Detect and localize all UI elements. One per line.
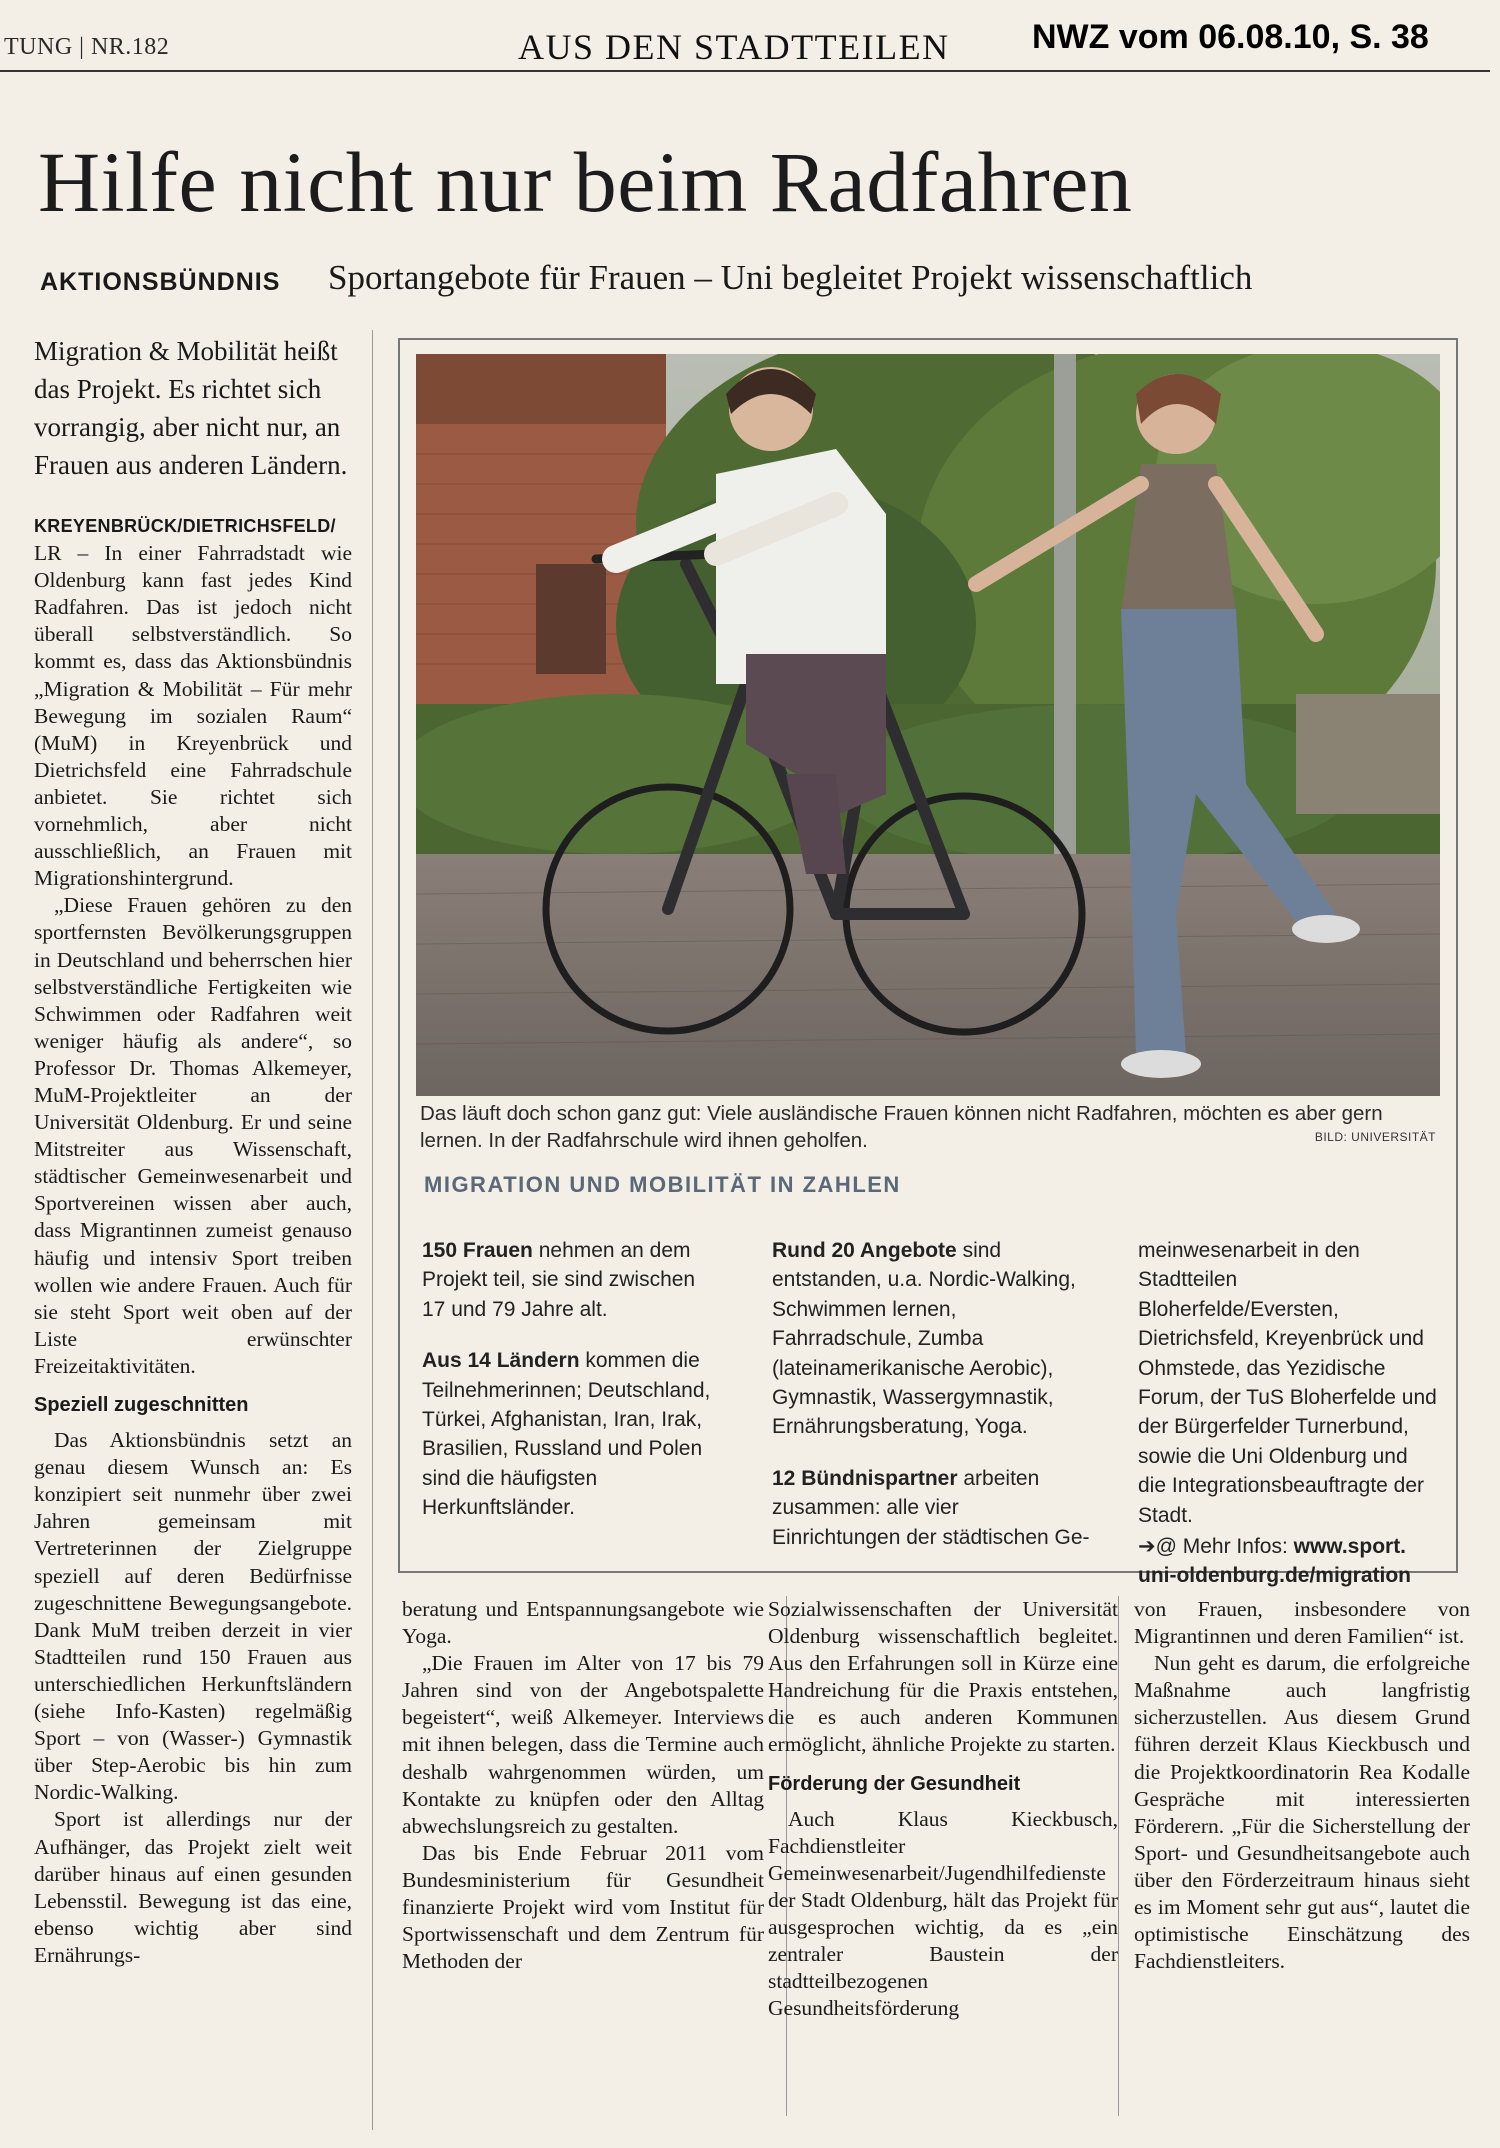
- paragraph: [34, 512, 352, 892]
- fact-lead: 150 Frauen: [422, 1239, 533, 1262]
- page-header: [0, 0, 1500, 70]
- paragraph: beratung und Entspannungsangebote wie Yoga.: [402, 1597, 764, 1649]
- photo-credit: BILD: UNIVERSITÄT: [1314, 1130, 1436, 1144]
- intertitle: Förderung der Gesundheit: [768, 1772, 1021, 1795]
- paragraph: „Diese Frauen gehören zu den sportfernsten Bevölkerungsgruppen in Deutschland und beherrschen hier selbstverständliche Fertigkeiten wie Schwimmen oder Radfahren weit weniger häufig als andere“, so Professor Dr. Thomas Alkemeyer, MuM-Projektleiter an der Universität Oldenburg. Er und seine Mitstreiter aus Wissenschaft, städtischer Gemeinwesenarbeit und Sportvereinen wissen aber auch, dass Migrantinnen zumeist genauso häufig und intensiv Sport treiben wollen wie andere Frauen. Auch für sie steht Sport weit oben auf der Liste erwünschter Freizeitaktivitäten.: [34, 893, 352, 1378]
- photo-info-box: [398, 338, 1458, 1588]
- paragraph: Das bis Ende Februar 2011 vom Bundesministerium für Gesundheit finanzierte Projekt wird vom Institut für Sportwissenschaft und dem Zentrum für Methoden der: [402, 1840, 764, 1974]
- teaser: Migration & Mobilität heißt das Projekt. Es richtet sich vorrangig, aber nicht nur, an Frauen aus anderen Ländern.: [34, 336, 348, 480]
- kicker: AKTIONSBÜNDNIS: [40, 268, 281, 296]
- paragraph: Sport ist allerdings nur der Aufhänger, das Projekt zielt weit darüber hinaus auf einen gesunden Lebensstil. Bewegung ist das eine, ebenso wichtig aber sind Ernährungs-: [34, 1807, 352, 1967]
- photo-woman-cycling: [416, 354, 1440, 1096]
- intertitle: Speziell zugeschnitten: [34, 1394, 249, 1416]
- article-column-1: [34, 332, 352, 1969]
- infobox-fact: [422, 1236, 712, 1324]
- article-column-4: [1134, 1596, 1470, 1975]
- photo-caption: Das läuft doch schon ganz gut: Viele ausländische Frauen können nicht Radfahren, möchten es aber gern lernen. In der Radfahrschule wird ihnen geholfen.: [420, 1102, 1383, 1152]
- subheadline: Sportangebote für Frauen – Uni begleitet Projekt wissenschaftlich: [328, 258, 1253, 297]
- infobox-fact: [772, 1236, 1090, 1442]
- infobox-partners: meinwesenarbeit in den Stadtteilen Bloherfelde/Eversten, Dietrichsfeld, Kreyenbrück und Ohmstede, das Yezidische Forum, der TuS Bloherfelde und der Bürgerfelder Turnerbund, sowie die Uni Oldenburg und die Integrationsbeauftragte der Stadt.: [1138, 1239, 1437, 1527]
- photo-illustration: [416, 354, 1440, 1096]
- paragraph: Das Aktionsbündnis setzt an genau diesem Wunsch an: Es konzipiert seit nunmehr über zwei Jahren gemeinsam mit Vertreterinnen der Zielgruppe speziell auf deren Bedürfnisse zugeschnittene Bewegungsangebote. Dank MuM treiben derzeit in vier Stadtteilen rund 150 Frauen aus unterschiedlichen Herkunftsländern (siehe Info-Kasten) regelmäßig Sport – von (Wasser-) Gymnastik über Step-Aerobic bis hin zum Nordic-Walking.: [34, 1428, 352, 1805]
- header-section: AUS DEN STADTTEILEN: [518, 27, 950, 67]
- infobox-column-1: [422, 1236, 712, 1545]
- header-issue: TUNG | NR.182: [4, 34, 170, 60]
- paragraph: von Frauen, insbesondere von Migrantinnen und deren Familien“ ist.: [1134, 1597, 1470, 1649]
- column-rule: [372, 330, 373, 2130]
- paragraph: Nun geht es darum, die erfolgreiche Maßnahme auch langfristig sicherzustellen. Aus diesem Grund führen derzeit Klaus Kieckbusch und die Projektkoordinatorin Rea Kodalle Gespräche mit interessierten Förderern. „Für die Sicherstellung der Sport- und Gesundheitsangebote auch über den Förderzeitraum hinaus sieht es im Moment sehr gut aus“, lautet die optimistische Einschätzung des Fachdienstleiters.: [1134, 1651, 1470, 1974]
- paragraph: Sozialwissenschaften der Universität Oldenburg wissenschaftlich begleitet. Aus den Erfahrungen soll in Kürze eine Handreichung für die Praxis entstehen, die es auch anderen Kommunen ermöglicht, ähnliche Projekte zu starten.: [768, 1597, 1118, 1757]
- article-column-2: [402, 1596, 764, 1975]
- fact-lead: Aus 14 Ländern: [422, 1349, 580, 1373]
- dateline: KREYENBRÜCK/DIETRICHSFELD/: [34, 516, 336, 536]
- paragraph: „Die Frauen im Alter von 17 bis 79 Jahren sind von der Angebotspalette begeistert“, weiß Alkemeyer. Interviews mit ihnen belegen, dass die Termine auch deshalb wahrgenommen würden, um Kontakte zu knüpfen oder den Alltag abwechslungsreich zu gestalten.: [402, 1651, 764, 1838]
- more-info-link[interactable]: uni-oldenburg.de/migration: [1138, 1564, 1411, 1588]
- more-info-line: [1138, 1532, 1438, 1591]
- headline: Hilfe nicht nur beim Radfahren: [38, 134, 1133, 230]
- column-rule: [1118, 1596, 1119, 2116]
- article-body-col1: [34, 512, 352, 1969]
- infobox-title: MIGRATION UND MOBILITÄT IN ZAHLEN: [424, 1172, 901, 1197]
- paragraph: Auch Klaus Kieckbusch, Fachdienstleiter Gemeinwesenarbeit/Jugendhilfedienste der Stadt Oldenburg, hält das Projekt für ausgesprochen wichtig, da es „ein zentraler Baustein der stadtteilbezogenen Gesundheitsförderung: [768, 1806, 1118, 2021]
- more-info-link[interactable]: www.sport.: [1293, 1535, 1407, 1559]
- infobox-fact: [422, 1346, 712, 1522]
- fact-text: arbeiten zusammen: alle vier Einrichtungen der städtischen Ge-: [772, 1466, 1090, 1549]
- fact-lead: Rund 20 Angebote: [772, 1239, 957, 1262]
- fact-text: sind entstanden, u.a. Nordic-Walking, Schwimmen lernen, Fahrradschule, Zumba (lateinamerikanische Aerobic), Gymnastik, Wassergymnastik, Ernährungsberatung, Yoga.: [772, 1239, 1076, 1439]
- article-column-3: [768, 1596, 1118, 2022]
- more-info-label: ➔@ Mehr Infos:: [1138, 1535, 1294, 1559]
- fact-text: nehmen an dem Projekt teil, sie sind zwischen 17 und 79 Jahre alt.: [422, 1239, 696, 1321]
- infobox-column-2: [772, 1236, 1090, 1574]
- header-rule: [0, 70, 1490, 72]
- fact-text: kommen die Teilnehmerinnen; Deutschland, Türkei, Afghanistan, Iran, Irak, Brasilien, Russland und Polen sind die häufigsten Herkunftsländer.: [422, 1349, 711, 1520]
- paragraph-text: LR – In einer Fahrradstadt wie Oldenburg kann fast jedes Kind Radfahren. Das ist jedoch nicht überall selbstverständlich. So kommt es, dass das Aktionsbündnis „Migration & Mobilität – Für mehr Bewegung im sozialen Raum“ (MuM) in Kreyenbrück und Dietrichsfeld eine Fahrradschule anbietet. Sie richtet sich vornehmlich, aber nicht ausschließlich, an Frauen mit Migrationshintergrund.: [34, 541, 352, 891]
- infobox-fact: [772, 1464, 1090, 1552]
- header-source-stamp: NWZ vom 06.08.10, S. 38: [1032, 18, 1429, 56]
- infobox-column-3: [1138, 1236, 1438, 1591]
- fact-lead: 12 Bündnispartner: [772, 1466, 958, 1490]
